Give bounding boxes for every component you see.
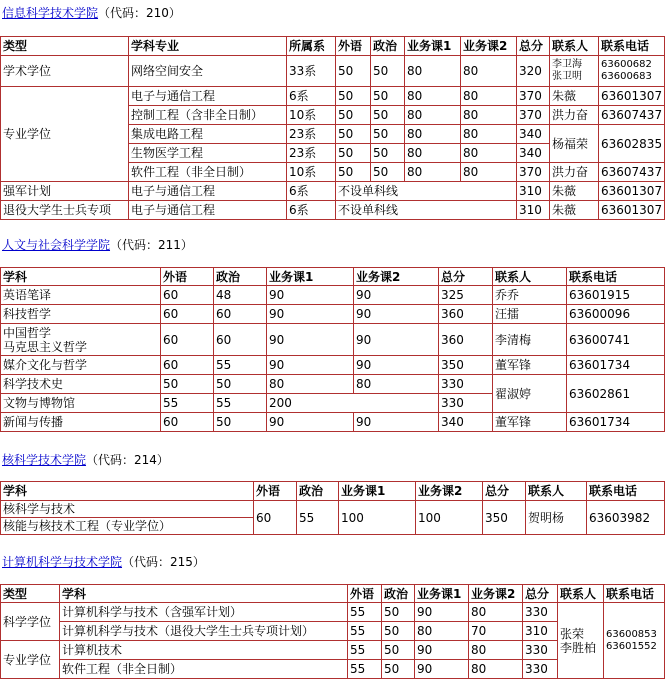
contact-cell: 杨福荣 bbox=[550, 125, 599, 163]
major-cell: 集成电路工程 bbox=[129, 125, 287, 144]
section-title-nuclear bbox=[2, 451, 169, 468]
dept-cell: 23系 bbox=[287, 144, 336, 163]
type-cell: 科学学位 bbox=[1, 603, 60, 641]
total-cell: 370 bbox=[517, 163, 550, 182]
college-code: （代码：211） bbox=[110, 238, 193, 252]
type-cell: 强军计划 bbox=[1, 182, 129, 201]
score-cell: 60 bbox=[161, 324, 214, 356]
score-table-humanities bbox=[0, 267, 665, 432]
score-cell: 55 bbox=[348, 641, 382, 660]
score-cell: 55 bbox=[214, 394, 267, 413]
score-cell: 90 bbox=[267, 286, 354, 305]
total-cell: 340 bbox=[517, 125, 550, 144]
score-cell: 90 bbox=[354, 324, 439, 356]
table-header-row bbox=[1, 482, 665, 501]
total-cell: 370 bbox=[517, 87, 550, 106]
col-header: 学科 bbox=[60, 585, 348, 603]
col-header: 总分 bbox=[483, 482, 526, 501]
col-header: 业务课2 bbox=[469, 585, 523, 603]
type-cell: 退役大学生士兵专项 bbox=[1, 201, 129, 220]
contact-cell: 董军锋 bbox=[493, 413, 567, 432]
score-cell: 80 bbox=[469, 603, 523, 622]
col-header: 联系人 bbox=[550, 37, 599, 56]
col-header: 学科 bbox=[1, 268, 161, 286]
score-cell: 90 bbox=[415, 660, 469, 679]
score-cell: 50 bbox=[371, 106, 405, 125]
major-cell: 控制工程（含非全日制） bbox=[129, 106, 287, 125]
subject-cell: 计算机科学与技术（含强军计划） bbox=[60, 603, 348, 622]
college-code: （代码：215） bbox=[122, 555, 205, 569]
score-cell: 80 bbox=[461, 125, 517, 144]
phone-cell: 63601734 bbox=[567, 356, 665, 375]
score-cell: 48 bbox=[214, 286, 267, 305]
dept-cell: 33系 bbox=[287, 56, 336, 87]
subject-cell: 计算机技术 bbox=[60, 641, 348, 660]
contact-cell: 汪擂 bbox=[493, 305, 567, 324]
score-cell: 50 bbox=[336, 144, 371, 163]
contact-cell: 贺明杨 bbox=[526, 501, 587, 535]
dept-cell: 23系 bbox=[287, 125, 336, 144]
subject-cell: 科技哲学 bbox=[1, 305, 161, 324]
score-cell: 50 bbox=[371, 163, 405, 182]
score-cell: 50 bbox=[382, 641, 415, 660]
score-cell: 55 bbox=[348, 603, 382, 622]
total-cell: 330 bbox=[523, 603, 558, 622]
score-cell: 60 bbox=[214, 305, 267, 324]
score-cell: 80 bbox=[405, 106, 461, 125]
subject-cell: 英语笔译 bbox=[1, 286, 161, 305]
contact-cell: 洪力奋 bbox=[550, 106, 599, 125]
score-cell: 90 bbox=[354, 286, 439, 305]
total-cell: 320 bbox=[517, 56, 550, 87]
table-row bbox=[1, 413, 665, 432]
major-cell: 电子与通信工程 bbox=[129, 87, 287, 106]
total-cell: 310 bbox=[517, 182, 550, 201]
col-header: 联系电话 bbox=[587, 482, 665, 501]
score-table-infosci bbox=[0, 36, 665, 220]
phone-cell: 63600741 bbox=[567, 324, 665, 356]
phone-cell: 63601307 bbox=[599, 201, 665, 220]
score-cell: 80 bbox=[469, 660, 523, 679]
score-cell: 60 bbox=[161, 413, 214, 432]
total-cell: 310 bbox=[517, 201, 550, 220]
table-row bbox=[1, 87, 665, 106]
table-row bbox=[1, 603, 665, 622]
score-cell: 50 bbox=[371, 125, 405, 144]
college-link-humanities[interactable]: 人文与社会科学学院 bbox=[2, 238, 111, 252]
score-cell: 90 bbox=[354, 413, 439, 432]
col-header: 类型 bbox=[1, 37, 129, 56]
score-cell: 90 bbox=[354, 305, 439, 324]
table-row bbox=[1, 56, 665, 87]
score-cell: 60 bbox=[161, 305, 214, 324]
table-row bbox=[1, 201, 665, 220]
type-cell: 专业学位 bbox=[1, 87, 129, 182]
score-cell: 50 bbox=[336, 87, 371, 106]
contact-cell: 李清梅 bbox=[493, 324, 567, 356]
score-cell: 90 bbox=[354, 356, 439, 375]
score-cell: 50 bbox=[336, 163, 371, 182]
college-link-cs[interactable]: 计算机科学与技术学院 bbox=[2, 555, 123, 569]
score-cell: 90 bbox=[267, 324, 354, 356]
table-row bbox=[1, 324, 665, 356]
col-header: 学科 bbox=[1, 482, 254, 501]
col-header: 总分 bbox=[439, 268, 493, 286]
col-header: 业务课1 bbox=[405, 37, 461, 56]
score-cell: 60 bbox=[161, 356, 214, 375]
contact-cell: 朱薇 bbox=[550, 87, 599, 106]
table-row bbox=[1, 375, 665, 394]
table-header-row bbox=[1, 268, 665, 286]
score-cell: 80 bbox=[461, 56, 517, 87]
score-cell: 80 bbox=[469, 641, 523, 660]
score-cell: 80 bbox=[405, 56, 461, 87]
major-cell: 电子与通信工程 bbox=[129, 182, 287, 201]
col-header: 政治 bbox=[214, 268, 267, 286]
note-cell: 不设单科线 bbox=[336, 201, 517, 220]
score-cell: 50 bbox=[382, 603, 415, 622]
table-row bbox=[1, 501, 665, 518]
score-cell: 80 bbox=[405, 144, 461, 163]
subject-cell: 科学技术史 bbox=[1, 375, 161, 394]
phone-cell: 63600096 bbox=[567, 305, 665, 324]
contact-cell: 董军锋 bbox=[493, 356, 567, 375]
phone-cell: 63603982 bbox=[587, 501, 665, 535]
score-cell: 80 bbox=[415, 622, 469, 641]
score-cell: 80 bbox=[461, 106, 517, 125]
score-cell: 200 bbox=[267, 394, 439, 413]
score-cell: 50 bbox=[371, 87, 405, 106]
contact-cell: 翟淑婷 bbox=[493, 375, 567, 413]
phone-cell: 63607437 bbox=[599, 163, 665, 182]
total-cell: 360 bbox=[439, 305, 493, 324]
phone-cell: 63600853 63601552 bbox=[604, 603, 665, 679]
subject-cell: 软件工程（非全日制） bbox=[60, 660, 348, 679]
col-header: 联系人 bbox=[558, 585, 604, 603]
score-cell: 50 bbox=[382, 622, 415, 641]
section-title-infosci bbox=[2, 4, 181, 21]
major-cell: 电子与通信工程 bbox=[129, 201, 287, 220]
score-cell: 90 bbox=[267, 356, 354, 375]
score-cell: 90 bbox=[415, 641, 469, 660]
score-cell: 55 bbox=[161, 394, 214, 413]
col-header: 政治 bbox=[297, 482, 339, 501]
total-cell: 350 bbox=[439, 356, 493, 375]
contact-cell: 朱薇 bbox=[550, 182, 599, 201]
col-header: 联系电话 bbox=[599, 37, 665, 56]
score-cell: 50 bbox=[214, 413, 267, 432]
subject-cell: 核科学与技术 bbox=[1, 501, 254, 518]
subject-cell: 媒介文化与哲学 bbox=[1, 356, 161, 375]
col-header: 联系电话 bbox=[604, 585, 665, 603]
contact-cell: 洪力奋 bbox=[550, 163, 599, 182]
phone-cell: 63602861 bbox=[567, 375, 665, 413]
dept-cell: 10系 bbox=[287, 163, 336, 182]
dept-cell: 10系 bbox=[287, 106, 336, 125]
score-cell: 90 bbox=[415, 603, 469, 622]
col-header: 外语 bbox=[161, 268, 214, 286]
score-cell: 70 bbox=[469, 622, 523, 641]
total-cell: 330 bbox=[439, 394, 493, 413]
contact-cell: 李卫海 张卫明 bbox=[550, 56, 599, 87]
score-cell: 50 bbox=[336, 106, 371, 125]
college-code: （代码：210） bbox=[98, 6, 181, 20]
score-cell: 80 bbox=[405, 87, 461, 106]
phone-cell: 63601915 bbox=[567, 286, 665, 305]
total-cell: 325 bbox=[439, 286, 493, 305]
score-cell: 60 bbox=[161, 286, 214, 305]
dept-cell: 6系 bbox=[287, 87, 336, 106]
total-cell: 350 bbox=[483, 501, 526, 535]
score-cell: 80 bbox=[405, 125, 461, 144]
col-header: 外语 bbox=[348, 585, 382, 603]
col-header: 业务课1 bbox=[339, 482, 416, 501]
col-header: 业务课2 bbox=[461, 37, 517, 56]
subject-cell: 中国哲学 马克思主义哲学 bbox=[1, 324, 161, 356]
score-cell: 80 bbox=[461, 87, 517, 106]
total-cell: 340 bbox=[517, 144, 550, 163]
type-cell: 专业学位 bbox=[1, 641, 60, 679]
score-cell: 80 bbox=[354, 375, 439, 394]
college-link-nuclear[interactable]: 核科学技术学院 bbox=[2, 453, 87, 467]
col-header: 政治 bbox=[371, 37, 405, 56]
contact-cell: 乔乔 bbox=[493, 286, 567, 305]
total-cell: 330 bbox=[439, 375, 493, 394]
phone-cell: 63601734 bbox=[567, 413, 665, 432]
col-header: 学科专业 bbox=[129, 37, 287, 56]
section-title-humanities bbox=[2, 236, 193, 253]
col-header: 业务课2 bbox=[416, 482, 483, 501]
total-cell: 360 bbox=[439, 324, 493, 356]
phone-cell: 63607437 bbox=[599, 106, 665, 125]
col-header: 联系人 bbox=[493, 268, 567, 286]
score-cell: 50 bbox=[214, 375, 267, 394]
table-row bbox=[1, 305, 665, 324]
total-cell: 340 bbox=[439, 413, 493, 432]
score-cell: 55 bbox=[297, 501, 339, 535]
col-header: 总分 bbox=[523, 585, 558, 603]
col-header: 联系电话 bbox=[567, 268, 665, 286]
subject-cell: 新闻与传播 bbox=[1, 413, 161, 432]
score-cell: 50 bbox=[382, 660, 415, 679]
contact-cell: 张荣 李胜柏 bbox=[558, 603, 604, 679]
score-cell: 55 bbox=[348, 622, 382, 641]
table-header-row bbox=[1, 37, 665, 56]
college-link-infosci[interactable]: 信息科学技术学院 bbox=[2, 6, 99, 20]
phone-cell: 63602835 bbox=[599, 125, 665, 163]
note-cell: 不设单科线 bbox=[336, 182, 517, 201]
total-cell: 330 bbox=[523, 641, 558, 660]
table-row bbox=[1, 182, 665, 201]
table-header-row bbox=[1, 585, 665, 603]
col-header: 类型 bbox=[1, 585, 60, 603]
score-cell: 50 bbox=[336, 56, 371, 87]
subject-cell: 计算机科学与技术（退役大学生士兵专项计划） bbox=[60, 622, 348, 641]
total-cell: 330 bbox=[523, 660, 558, 679]
col-header: 联系人 bbox=[526, 482, 587, 501]
col-header: 政治 bbox=[382, 585, 415, 603]
major-cell: 生物医学工程 bbox=[129, 144, 287, 163]
score-cell: 80 bbox=[405, 163, 461, 182]
phone-cell: 63601307 bbox=[599, 182, 665, 201]
score-cell: 55 bbox=[348, 660, 382, 679]
col-header: 外语 bbox=[336, 37, 371, 56]
dept-cell: 6系 bbox=[287, 182, 336, 201]
score-cell: 80 bbox=[461, 163, 517, 182]
total-cell: 370 bbox=[517, 106, 550, 125]
major-cell: 网络空间安全 bbox=[129, 56, 287, 87]
score-cell: 60 bbox=[214, 324, 267, 356]
score-cell: 90 bbox=[267, 305, 354, 324]
score-cell: 50 bbox=[371, 144, 405, 163]
score-cell: 50 bbox=[336, 125, 371, 144]
score-cell: 50 bbox=[371, 56, 405, 87]
col-header: 业务课2 bbox=[354, 268, 439, 286]
table-row bbox=[1, 356, 665, 375]
phone-cell: 63600682 63600683 bbox=[599, 56, 665, 87]
table-row bbox=[1, 286, 665, 305]
subject-cell: 文物与博物馆 bbox=[1, 394, 161, 413]
col-header: 业务课1 bbox=[267, 268, 354, 286]
score-table-nuclear bbox=[0, 481, 665, 535]
score-cell: 90 bbox=[267, 413, 354, 432]
score-cell: 50 bbox=[161, 375, 214, 394]
phone-cell: 63601307 bbox=[599, 87, 665, 106]
section-title-cs bbox=[2, 553, 205, 570]
type-cell: 学术学位 bbox=[1, 56, 129, 87]
score-cell: 60 bbox=[254, 501, 297, 535]
col-header: 外语 bbox=[254, 482, 297, 501]
score-cell: 80 bbox=[461, 144, 517, 163]
score-cell: 100 bbox=[339, 501, 416, 535]
total-cell: 310 bbox=[523, 622, 558, 641]
major-cell: 软件工程（非全日制） bbox=[129, 163, 287, 182]
dept-cell: 6系 bbox=[287, 201, 336, 220]
score-table-cs bbox=[0, 584, 665, 679]
col-header: 总分 bbox=[517, 37, 550, 56]
score-cell: 100 bbox=[416, 501, 483, 535]
college-code: （代码：214） bbox=[86, 453, 169, 467]
score-cell: 80 bbox=[267, 375, 354, 394]
col-header: 业务课1 bbox=[415, 585, 469, 603]
subject-cell: 核能与核技术工程（专业学位） bbox=[1, 518, 254, 535]
col-header: 所属系 bbox=[287, 37, 336, 56]
score-cell: 55 bbox=[214, 356, 267, 375]
contact-cell: 朱薇 bbox=[550, 201, 599, 220]
